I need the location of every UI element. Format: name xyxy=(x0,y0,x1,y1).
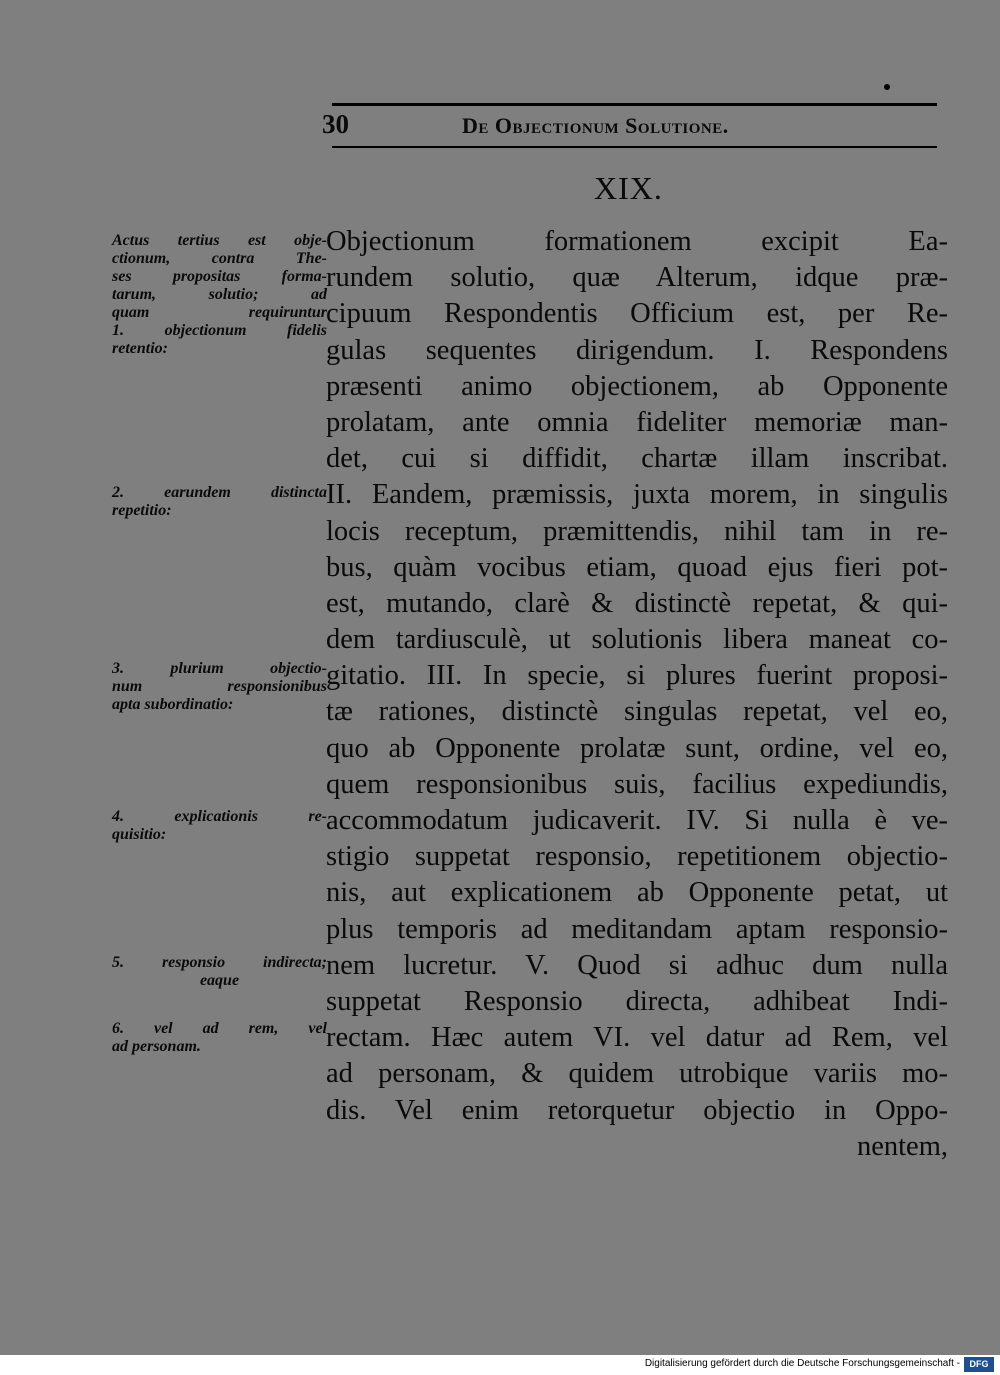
body-line: locis receptum, præmittendis, nihil tam in re- xyxy=(326,515,948,547)
body-line: nem lucretur. V. Quod si adhuc dum nulla xyxy=(326,949,948,981)
body-line: quem responsionibus suis, facilius expediundis, xyxy=(326,768,948,800)
section-number: XIX. xyxy=(594,170,663,206)
body-line: nis, aut explicationem ab Opponente petat, ut xyxy=(326,877,948,909)
body-line: suppetat Responsio directa, adhibeat Indi- xyxy=(326,985,948,1017)
margin-note-line: 3. plurium objectio- xyxy=(112,660,327,677)
header-rule-top xyxy=(332,103,937,106)
body-text xyxy=(326,224,948,1165)
margin-note-line: 5. responsio indirecta; xyxy=(112,954,327,971)
margin-note-line: 6. vel ad rem, vel xyxy=(112,1020,327,1037)
margin-note-5 xyxy=(112,954,327,990)
body-line: dem tardiusculè, ut solutionis libera maneat co- xyxy=(326,624,948,656)
page-header xyxy=(322,109,812,143)
margin-note-6 xyxy=(112,1020,327,1056)
margin-note-line: quam requiruntur xyxy=(112,304,327,321)
body-line: cipuum Respondentis Officium est, per Re- xyxy=(326,298,948,330)
header-rule-bottom xyxy=(332,146,937,148)
body-line: det, cui si diffidit, chartæ illam inscribat. xyxy=(326,443,948,475)
margin-note-line: ctionum, contra The- xyxy=(112,250,327,267)
margin-note-4 xyxy=(112,808,327,844)
body-line: II. Eandem, præmissis, juxta morem, in singulis xyxy=(326,479,948,511)
margin-note-line: apta subordinatio: xyxy=(112,696,234,713)
body-line: dis. Vel enim retorquetur objectio in Oppo- xyxy=(326,1094,948,1126)
margin-note-line: tarum, solutio; ad xyxy=(112,286,327,303)
margin-note-2 xyxy=(112,484,327,520)
body-line: plus temporis ad meditandam aptam responsio- xyxy=(326,913,948,945)
body-line: quo ab Opponente prolatæ sunt, ordine, vel eo, xyxy=(326,732,948,764)
margin-note-line: 1. objectionum fidelis xyxy=(112,322,327,339)
margin-note-line: retentio: xyxy=(112,340,168,357)
margin-note-1 xyxy=(112,232,327,358)
ink-spot xyxy=(884,84,890,90)
body-line: ad personam, & quidem utrobique variis mo- xyxy=(326,1058,948,1090)
running-title: De Objectionum Solutione. xyxy=(462,113,729,138)
margin-note-line: ses propositas forma- xyxy=(112,268,327,285)
footer-credit: Digitalisierung gefördert durch die Deutsche Forschungsgemeinschaft - xyxy=(644,1358,960,1369)
body-line: accommodatum judicaverit. IV. Si nulla è ve- xyxy=(326,805,948,836)
body-line-catchword: nentem, xyxy=(856,1130,948,1162)
body-line: rectam. Hæc autem VI. vel datur ad Rem, vel xyxy=(326,1022,948,1054)
body-line: bus, quàm vocibus etiam, quoad ejus fieri pot- xyxy=(326,551,948,583)
margin-note-3 xyxy=(112,660,327,714)
margin-note-line: num responsionibus xyxy=(112,678,327,695)
body-line: præsenti animo objectionem, ab Opponente xyxy=(326,370,948,402)
margin-note-line: repetitio: xyxy=(112,502,172,519)
body-line: gitatio. III. In specie, si plures fuerint proposi- xyxy=(326,660,948,692)
margin-note-line: 2. earundem distincta xyxy=(112,484,327,501)
margin-note-line: ad personam. xyxy=(112,1038,201,1055)
page-number: 30 xyxy=(322,109,349,139)
margin-note-line: Actus tertius est obje- xyxy=(112,232,327,249)
margin-note-line: eaque xyxy=(199,972,240,989)
body-line: stigio suppetat responsio, repetitionem objectio- xyxy=(326,841,948,873)
margin-note-line: quisitio: xyxy=(112,826,167,843)
body-line: gulas sequentes dirigendum. I. Respondens xyxy=(326,334,948,366)
footer-bar xyxy=(0,1355,1000,1375)
margin-note-line: 4. explicationis re- xyxy=(112,808,327,825)
body-line: prolatam, ante omnia fideliter memoriæ man- xyxy=(326,406,948,438)
body-line: rundem solutio, quæ Alterum, idque præ- xyxy=(326,262,948,294)
body-line: tæ rationes, distinctè singulas repetat, vel eo, xyxy=(326,696,948,728)
body-line: est, mutando, clarè & distinctè repetat, & qui- xyxy=(326,587,948,619)
body-line: Objectionum formationem excipit Ea- xyxy=(326,226,948,257)
dfg-logo-icon: DFG xyxy=(964,1357,994,1372)
